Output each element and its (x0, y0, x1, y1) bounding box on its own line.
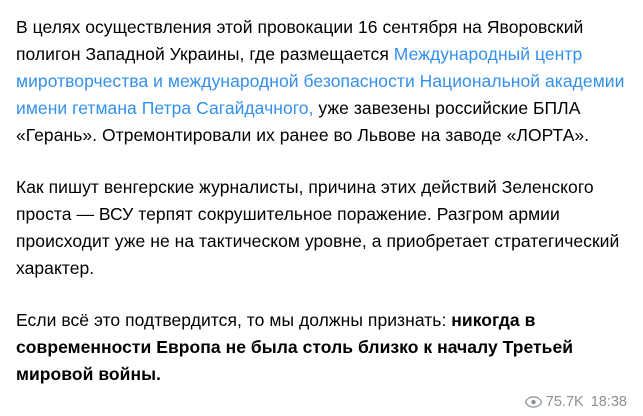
paragraph-1-text-lead: В целях осуществления этой провокации 16 сентября на Яворовский полигон Западной Украины, где размещается (16, 17, 584, 64)
message-paragraph-2 (16, 174, 627, 282)
paragraph-3-emphasis: никогда в современности Европа не была столь близко к началу Третьей мировой войны. (16, 310, 574, 384)
views-count: 75.7K (545, 394, 584, 410)
message-footer (525, 394, 627, 410)
views-group (525, 394, 584, 410)
eye-icon (525, 396, 542, 408)
center-link[interactable]: Международный центр миротворчества и международной безопасности Национальной академии имени гетмана Петра Сагайдачного, (16, 44, 625, 118)
message-paragraph-1 (16, 14, 627, 149)
paragraph-3-text-lead: Если всё это подтвердится, то мы должны признать: (16, 310, 452, 330)
paragraph-1-text-tail: уже завезены российские БПЛА «Герань». Отремонтировали их ранее во Львове на заводе «ЛОРТА». (16, 98, 590, 145)
message-timestamp: 18:38 (590, 394, 627, 410)
message-paragraph-3 (16, 307, 627, 388)
paragraph-2-text: Как пишут венгерские журналисты, причина этих действий Зеленского проста — ВСУ терпят сокрушительное поражение. Разгром армии происходит уже не на тактическом уровне, а приобретает стратегический характер. (16, 177, 620, 278)
